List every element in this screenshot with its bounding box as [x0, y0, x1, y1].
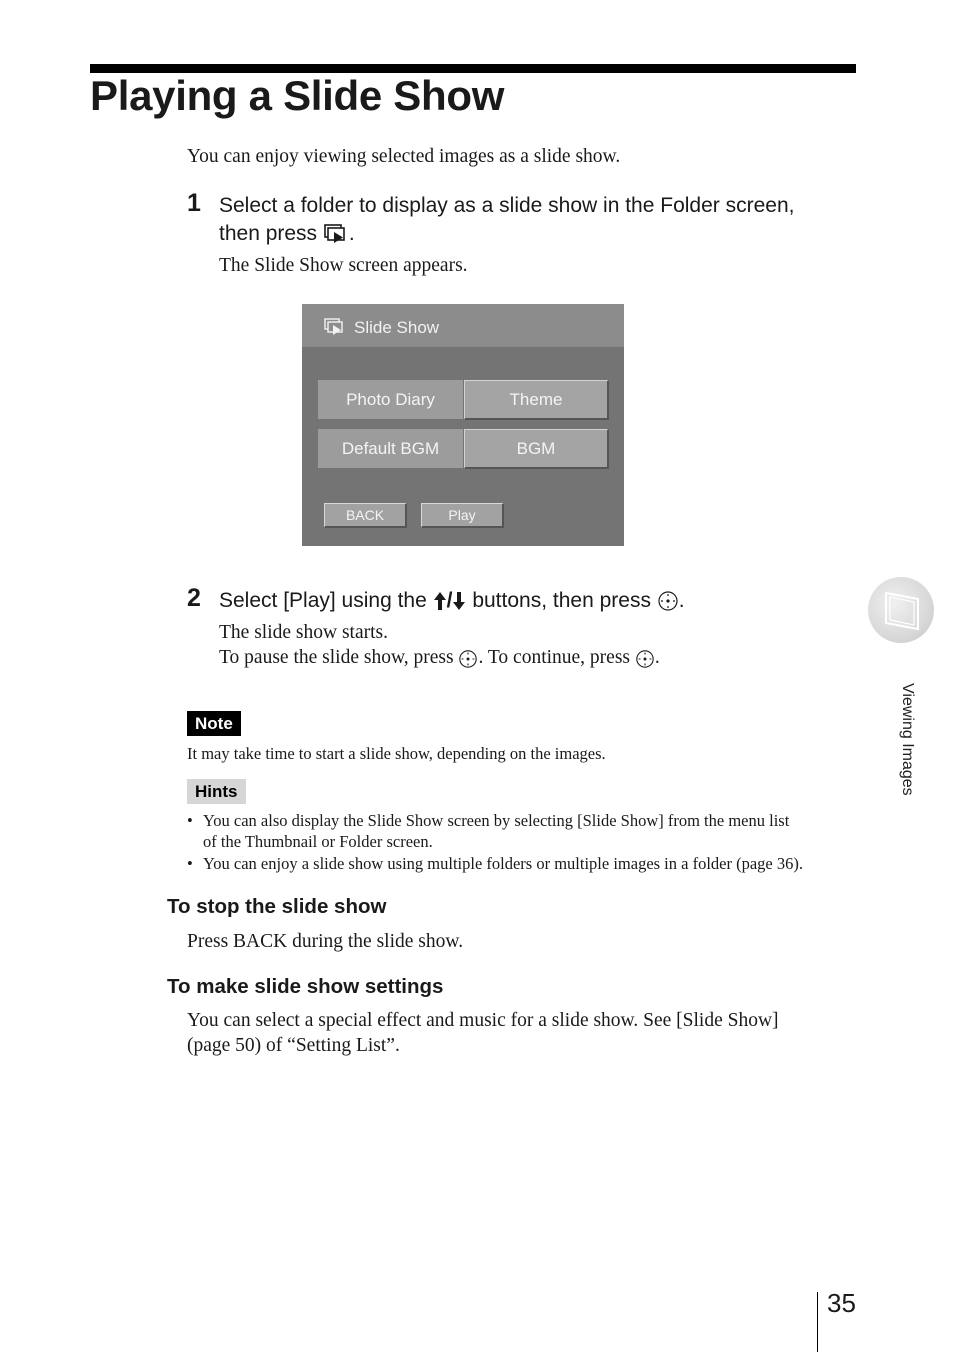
back-button[interactable]: BACK: [324, 503, 407, 528]
hints-label: Hints: [187, 779, 246, 804]
stop-text: Press BACK during the slide show.: [187, 931, 464, 952]
slideshow-icon: [324, 318, 346, 336]
step-2-result-2c: .: [654, 647, 660, 668]
play-button[interactable]: Play: [421, 503, 504, 528]
step-2-result-2a: To pause the slide show, press: [219, 647, 454, 668]
step-2-text-start: Select [Play] using the: [219, 589, 427, 612]
slideshow-screen: [302, 304, 624, 546]
enter-button-icon: [657, 590, 679, 612]
up-arrow-icon: [433, 591, 447, 611]
slideshow-icon: [323, 223, 349, 245]
photo-diary-label: Photo Diary: [318, 380, 463, 419]
step-1-line2-end: .: [348, 222, 355, 245]
settings-line1: You can select a special effect and music for a slide show. See [Slide Show]: [187, 1010, 779, 1031]
step-2-result-2b: . To continue, press: [478, 647, 631, 668]
step-1-line2-text: then press: [219, 222, 318, 245]
page-title: Playing a Slide Show: [90, 72, 505, 119]
step-1-number: 1: [187, 189, 201, 217]
enter-button-icon: [458, 649, 478, 669]
settings-heading: To make slide show settings: [167, 975, 444, 998]
note-label: Note: [187, 711, 241, 736]
step-2-text-end: buttons, then press: [472, 589, 651, 612]
theme-button[interactable]: Theme: [464, 380, 609, 420]
bullet: •: [187, 854, 193, 873]
page-number: 35: [827, 1288, 856, 1318]
step-2-result-1: The slide show starts.: [219, 622, 388, 643]
hint-1-line1: You can also display the Slide Show screen by selecting [Slide Show] from the menu list: [203, 811, 790, 830]
hint-2-line1: You can enjoy a slide show using multiple folders or multiple images in a folder (page 36).: [203, 854, 804, 873]
section-tab-icon: [868, 577, 934, 643]
screen-header: [302, 304, 624, 347]
step-2-period: .: [678, 589, 685, 612]
step-1-result: The Slide Show screen appears.: [219, 255, 468, 276]
step-2-number: 2: [187, 584, 201, 612]
step-2-text: [219, 587, 685, 615]
settings-text: [187, 1008, 779, 1058]
step-1-line1: Select a folder to display as a slide show in the Folder screen,: [219, 194, 795, 217]
step-2-result-2: [219, 645, 660, 670]
settings-line2: (page 50) of “Setting List”.: [187, 1035, 400, 1056]
page-number-rule: [817, 1292, 818, 1352]
stop-heading: To stop the slide show: [167, 895, 387, 918]
enter-button-icon: [635, 649, 655, 669]
hint-1-line2: of the Thumbnail or Folder screen.: [203, 832, 433, 851]
bullet: •: [187, 811, 193, 830]
down-arrow-icon: [452, 591, 466, 611]
default-bgm-label: Default BGM: [318, 429, 463, 468]
arrow-separator: /: [446, 589, 453, 612]
hint-item: [187, 853, 867, 874]
step-1-text: [219, 192, 859, 248]
screen-title: Slide Show: [354, 318, 440, 337]
intro-text: You can enjoy viewing selected images as a slide show.: [187, 146, 621, 167]
hint-item: [187, 810, 867, 852]
note-text: It may take time to start a slide show, depending on the images.: [187, 744, 606, 763]
bgm-button[interactable]: BGM: [464, 429, 609, 469]
side-section-label: Viewing Images: [899, 683, 916, 796]
image-frame-icon: [868, 577, 934, 643]
step-1-line2: [219, 220, 859, 248]
